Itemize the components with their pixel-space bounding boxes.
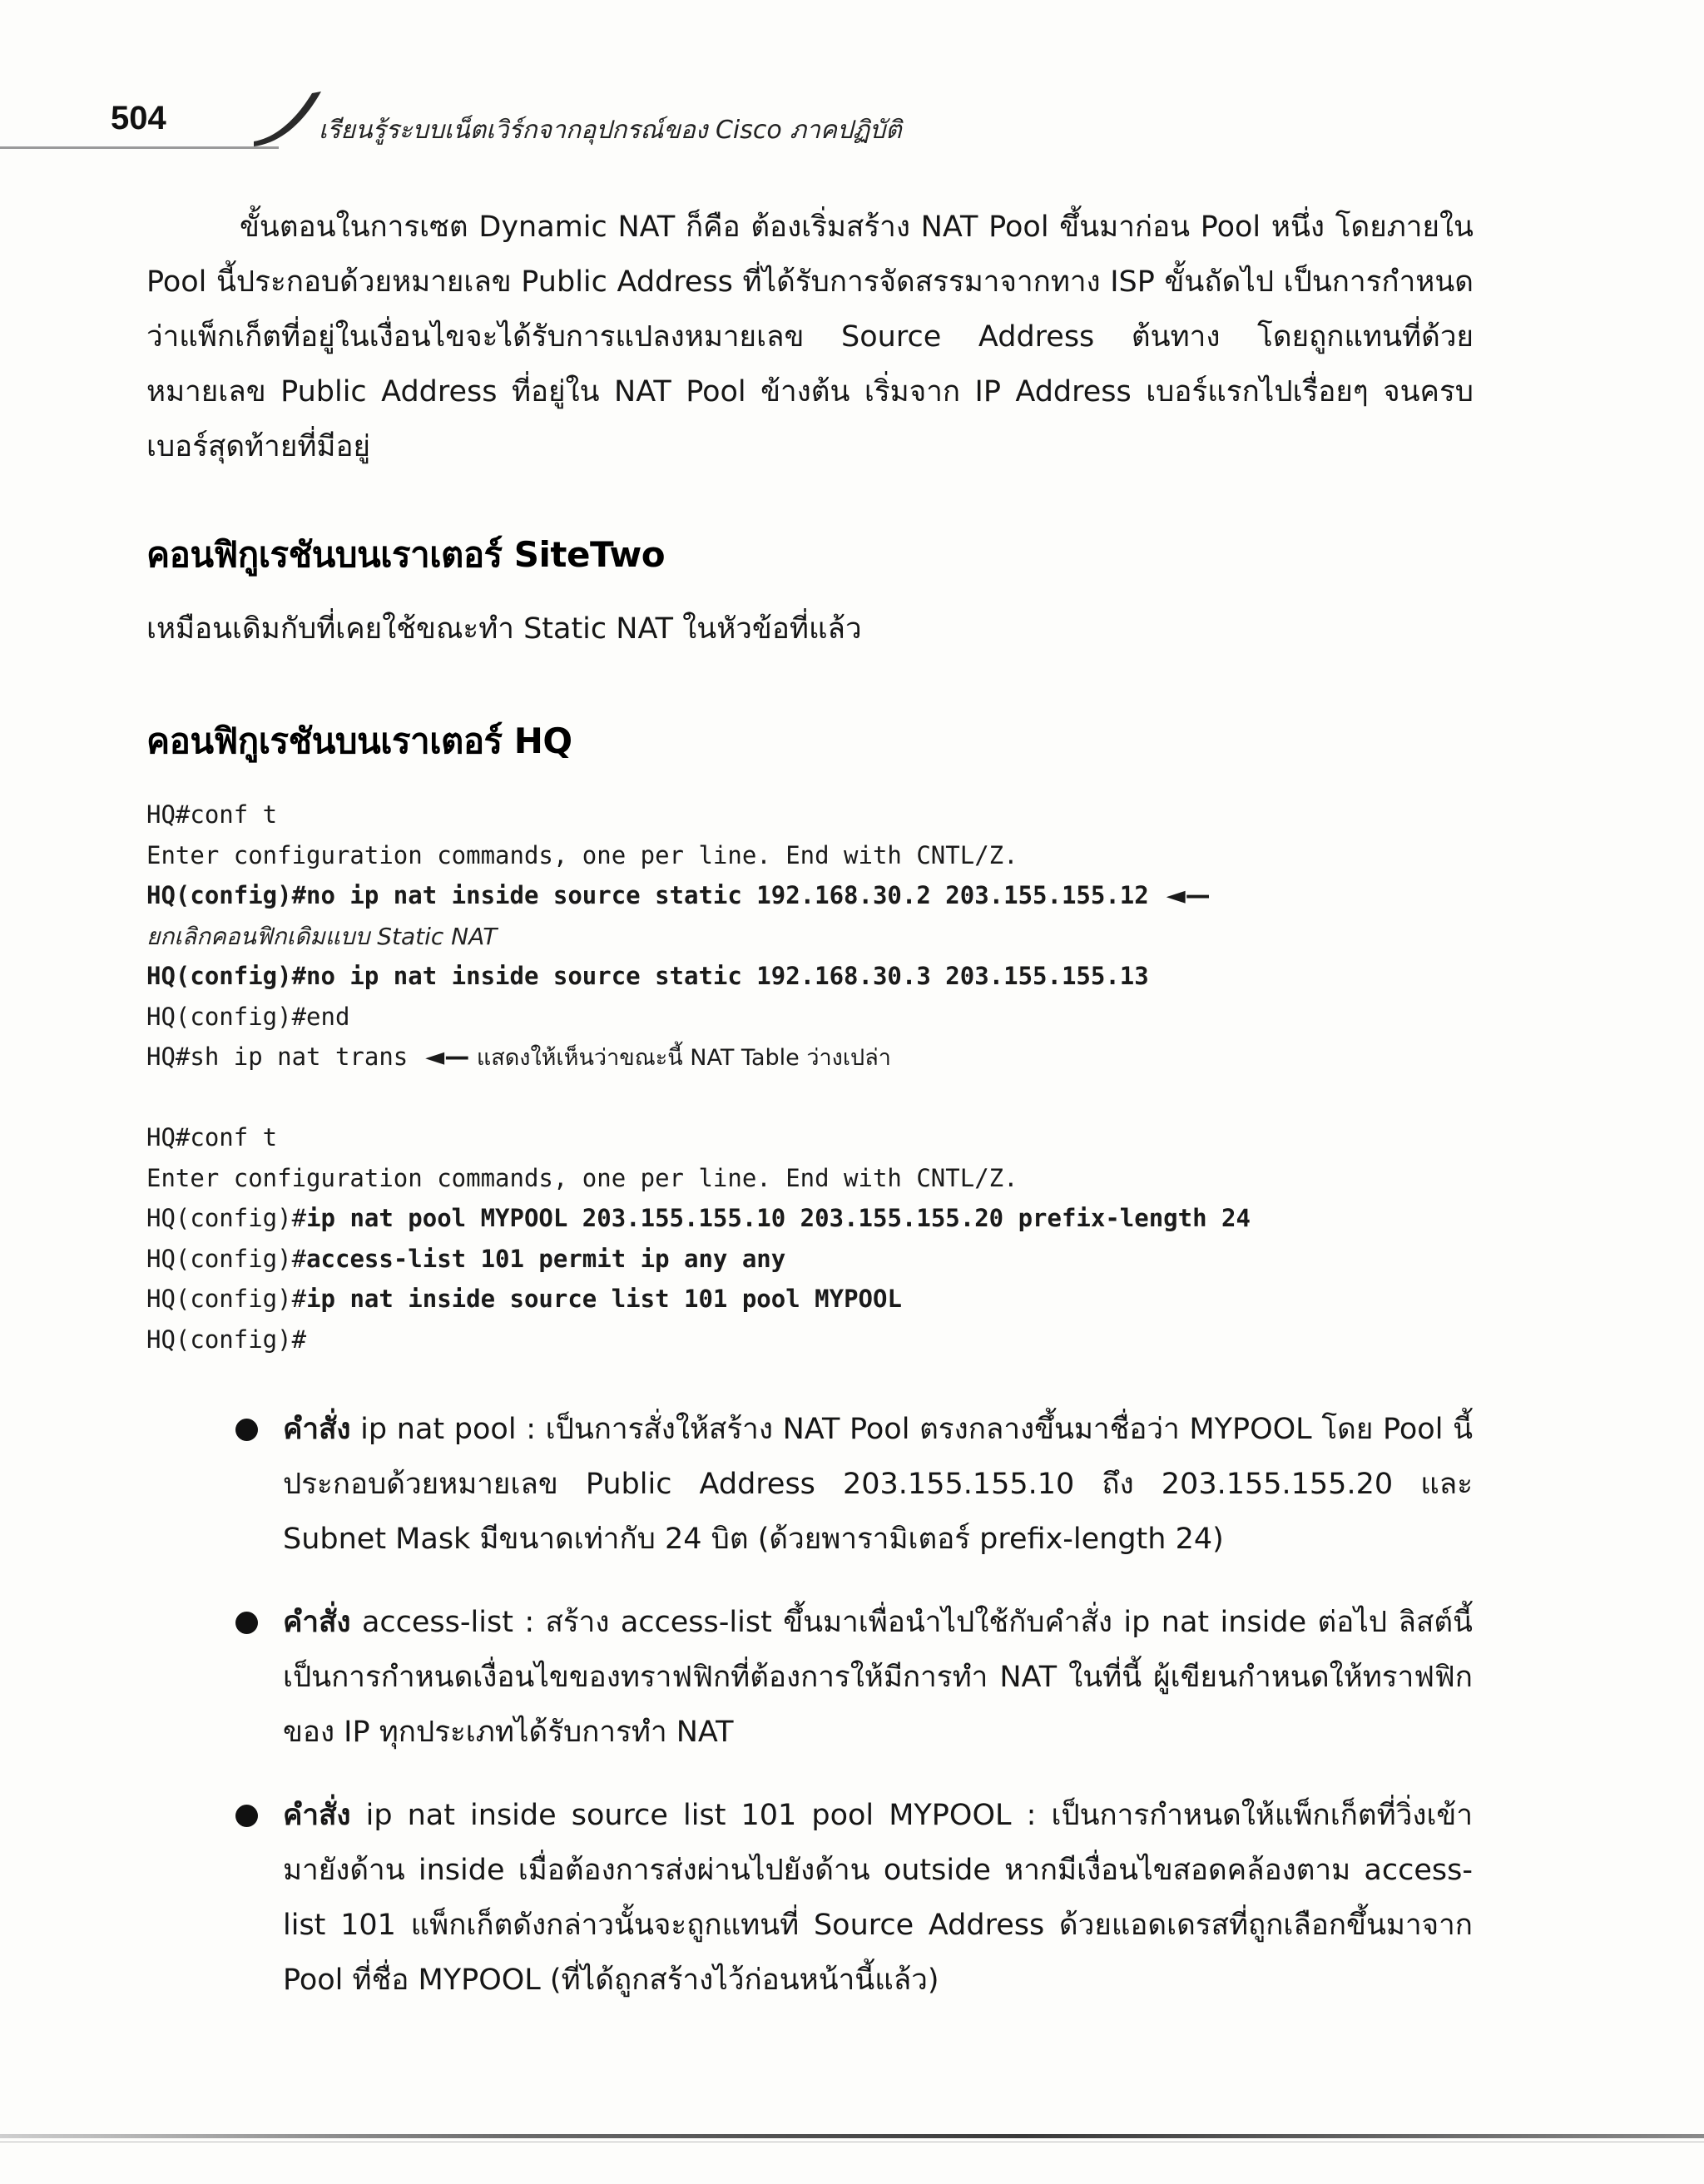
footer-rule xyxy=(0,2134,1704,2138)
code-prompt: HQ(config)# xyxy=(146,1244,307,1273)
code-blank-line xyxy=(146,1077,1494,1118)
bullet-dot-icon xyxy=(235,1805,258,1827)
code-annotation: แสดงให้เห็นว่าขณะนี้ NAT Table ว่างเปล่า xyxy=(476,1045,891,1071)
section-heading-sitetwo: คอนฟิกูเรชันบนเราเตอร์ SiteTwo xyxy=(146,534,666,575)
bullet-item-ip-nat-pool xyxy=(283,1402,1473,1567)
code-line xyxy=(146,875,1494,916)
bullet-item-access-list xyxy=(283,1595,1473,1760)
code-command-text: ip nat inside source list 101 pool MYPOOL xyxy=(306,1285,902,1313)
code-prompt: HQ(config)# xyxy=(146,1285,307,1313)
bullet-dot-icon xyxy=(235,1419,258,1441)
bullet-keyword: คำสั่ง xyxy=(283,1413,351,1446)
left-arrow-icon: ◄— xyxy=(408,1042,470,1072)
running-header: เรียนรู้ระบบเน็ตเวิร์กจากอุปกรณ์ของ Cisco ภาคปฏิบัติ xyxy=(319,116,902,145)
code-command-text: HQ(config)#no ip nat inside source static 192.168.30.2 203.155.155.12 xyxy=(146,881,1149,909)
code-command-text: ip nat pool MYPOOL 203.155.155.10 203.155.155.20 prefix-length 24 xyxy=(306,1204,1251,1232)
section-heading-hq: คอนฟิกูเรชันบนเราเตอร์ HQ xyxy=(146,721,572,761)
bullet-text xyxy=(283,1402,1473,1567)
code-line xyxy=(146,1239,1494,1280)
bullet-keyword: คำสั่ง xyxy=(283,1799,351,1832)
bullet-dot-icon xyxy=(235,1612,258,1634)
code-line: Enter configuration commands, one per line. End with CNTL/Z. xyxy=(146,1163,1018,1192)
code-line: HQ#conf t xyxy=(146,800,278,829)
code-line: HQ#conf t xyxy=(146,1123,278,1151)
code-annotation-line xyxy=(146,916,1494,957)
code-line xyxy=(146,1037,1494,1077)
code-line xyxy=(146,1198,1494,1239)
annotation-arrow xyxy=(408,1042,891,1072)
sitetwo-description: เหมือนเดิมกับที่เคยใช้ขณะทำ Static NAT ในหัวข้อที่แล้ว xyxy=(146,612,862,646)
bullet-body: ip nat pool : เป็นการสั่งให้สร้าง NAT Pool ตรงกลางขึ้นมาชื่อว่า MYPOOL โดย Pool นี้ประกอบด้วยหมายเลข Public Address 203.155.155.10 ถึง 203.155.155.20 และ Subnet Mask มีขนาดเท่ากับ 24 บิต (ด้วยพารามิเตอร์ prefix-length 24) xyxy=(283,1413,1473,1556)
hq-config-code-block xyxy=(146,795,1494,1359)
code-line: Enter configuration commands, one per line. End with CNTL/Z. xyxy=(146,840,1018,869)
bullet-text xyxy=(283,1788,1473,2008)
bullet-keyword: คำสั่ง xyxy=(283,1606,351,1639)
intro-paragraph xyxy=(146,200,1474,474)
code-command-text: HQ#sh ip nat trans xyxy=(146,1042,409,1071)
page-number: 504 xyxy=(111,100,166,136)
intro-paragraph-text: ขั้นตอนในการเซต Dynamic NAT ก็คือ ต้องเริ่มสร้าง NAT Pool ขึ้นมาก่อน Pool หนึ่ง โดยภายใน Pool นี้ประกอบด้วยหมายเลข Public Address ที่ได้รับการจัดสรรมาจากทาง ISP ขั้นถัดไป เป็นการกำหนดว่าแพ็กเก็ตที่อยู่ในเงื่อนไขจะได้รับการแปลงหมายเลข Source Address ต้นทาง โดยถูกแทนที่ด้วยหมายเลข Public Address ที่อยู่ใน NAT Pool ข้างต้น เริ่มจาก IP Address เบอร์แรกไปเรื่อยๆ จนครบเบอร์สุดท้ายที่มีอยู่ xyxy=(146,210,1474,463)
code-command-text: access-list 101 permit ip any any xyxy=(306,1244,786,1273)
annotation-arrow xyxy=(1148,881,1211,910)
bullet-body: access-list : สร้าง access-list ขึ้นมาเพื่อนำไปใช้กับคำสั่ง ip nat inside ต่อไป ลิสต์นี้เป็นการกำหนดเงื่อนไขของทราฟฟิกที่ต้องการให้มีการทำ NAT ในที่นี้ ผู้เขียนกำหนดให้ทราฟฟิกของ IP ทุกประเภทได้รับการทำ NAT xyxy=(283,1606,1473,1749)
bullet-body: ip nat inside source list 101 pool MYPOOL : เป็นการกำหนดให้แพ็กเก็ตที่วิ่งเข้ามายังด้าน inside เมื่อต้องการส่งผ่านไปยังด้าน outside หากมีเงื่อนไขสอดคล้องตาม access-list 101 แพ็กเก็ตดังกล่าวนั้นจะถูกแทนที่ Source Address ด้วยแอดเดรสที่ถูกเลือกขึ้นมาจาก Pool ที่ชื่อ MYPOOL (ที่ได้ถูกสร้างไว้ก่อนหน้านี้แล้ว) xyxy=(283,1799,1473,1997)
code-line: HQ(config)# xyxy=(146,1325,307,1354)
code-line xyxy=(146,1279,1494,1320)
code-prompt: HQ(config)# xyxy=(146,1204,307,1232)
header-rule xyxy=(0,146,279,149)
code-line: HQ(config)#end xyxy=(146,1002,350,1031)
code-line: HQ(config)#no ip nat inside source static 192.168.30.3 203.155.155.13 xyxy=(146,962,1149,990)
code-annotation: ยกเลิกคอนฟิกเดิมแบบ Static NAT xyxy=(146,922,498,950)
bullet-item-ip-nat-inside-source xyxy=(283,1788,1473,2008)
left-arrow-icon: ◄— xyxy=(1148,881,1211,910)
bullet-text xyxy=(283,1595,1473,1760)
header-swoosh-ornament xyxy=(250,83,324,150)
